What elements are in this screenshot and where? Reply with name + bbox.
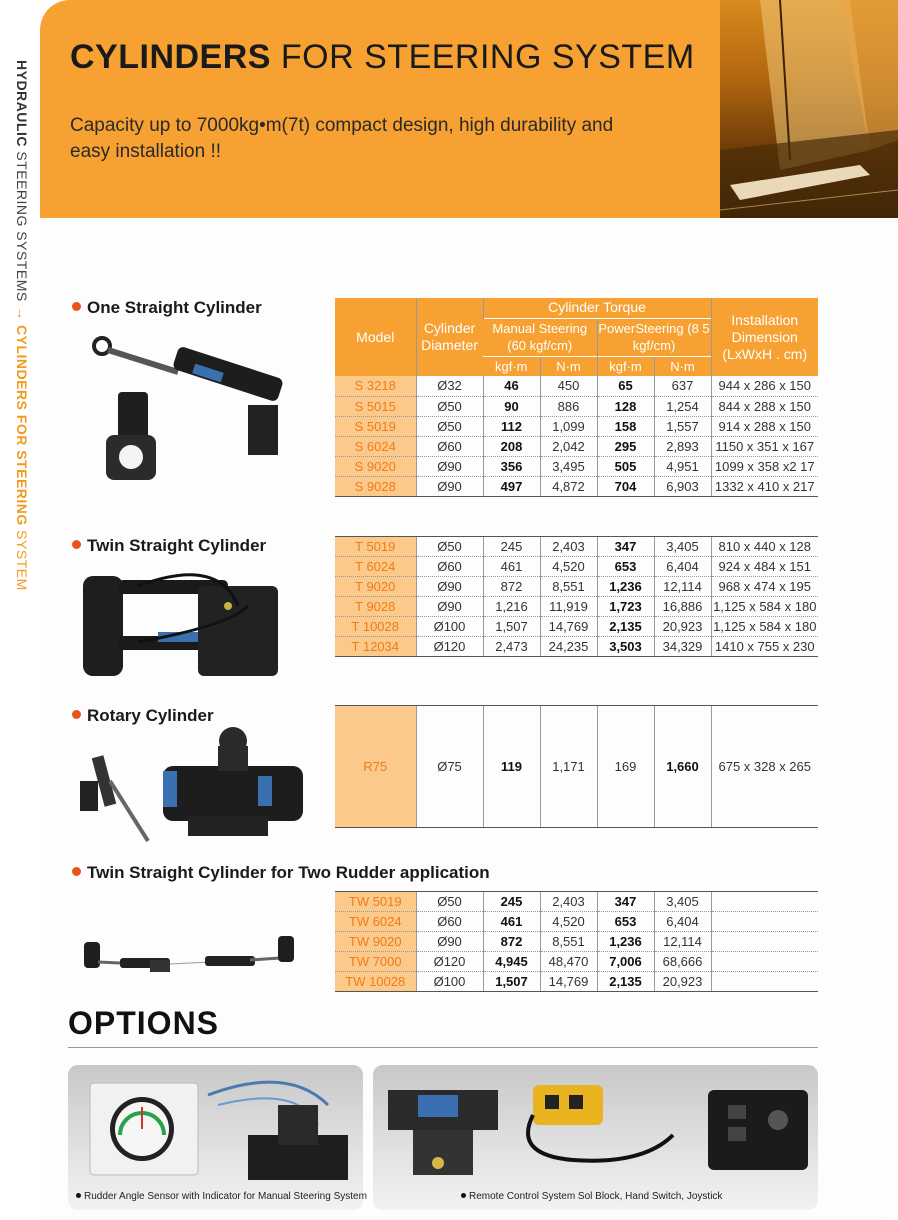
cell-power-kgf: 1,236 bbox=[597, 932, 654, 952]
cell-dimension: 924 x 484 x 151 bbox=[711, 557, 818, 577]
option-remote-control bbox=[373, 1065, 818, 1210]
cell-diameter: Ø60 bbox=[416, 912, 483, 932]
cell-model: T 12034 bbox=[335, 637, 416, 657]
cell-power-kgf: 169 bbox=[597, 706, 654, 828]
table-row bbox=[335, 537, 818, 557]
cell-manual-nm: 4,872 bbox=[540, 476, 597, 496]
cell-manual-kgf: 46 bbox=[483, 376, 540, 396]
cell-diameter: Ø50 bbox=[416, 892, 483, 912]
cell-diameter: Ø90 bbox=[416, 932, 483, 952]
twin-two-rudder-cylinder-image bbox=[80, 930, 300, 980]
bullet-icon bbox=[461, 1193, 466, 1198]
rudder-angle-sensor-image bbox=[68, 1065, 363, 1190]
option-rudder-angle-sensor bbox=[68, 1065, 367, 1210]
section-title-one-straight bbox=[72, 298, 262, 318]
cell-model: T 9028 bbox=[335, 597, 416, 617]
side-breadcrumb-part1-light: STEERING SYSTEMS bbox=[14, 146, 30, 307]
section-title-one-straight-text: One Straight Cylinder bbox=[87, 298, 262, 317]
cell-dimension bbox=[711, 912, 818, 932]
cell-diameter: Ø120 bbox=[416, 952, 483, 972]
cell-model: S 3218 bbox=[335, 376, 416, 396]
cell-manual-kgf: 461 bbox=[483, 557, 540, 577]
cell-power-kgf: 347 bbox=[597, 537, 654, 557]
cell-manual-nm: 14,769 bbox=[540, 617, 597, 637]
cell-model: TW 10028 bbox=[335, 972, 416, 992]
option-caption-left bbox=[76, 1191, 367, 1202]
cell-power-nm: 6,404 bbox=[654, 912, 711, 932]
page-title-bold: CYLINDERS bbox=[70, 38, 271, 76]
cell-power-nm: 6,903 bbox=[654, 476, 711, 496]
cell-dimension: 1332 x 410 x 217 bbox=[711, 476, 818, 496]
option-caption-right-text: Remote Control System Sol Block, Hand Switch, Joystick bbox=[469, 1191, 723, 1202]
cell-dimension: 1410 x 755 x 230 bbox=[711, 637, 818, 657]
cell-model: T 6024 bbox=[335, 557, 416, 577]
cell-manual-kgf: 245 bbox=[483, 537, 540, 557]
cell-model: S 6024 bbox=[335, 436, 416, 456]
cell-power-kgf: 2,135 bbox=[597, 972, 654, 992]
table-row bbox=[335, 416, 818, 436]
cell-power-nm: 20,923 bbox=[654, 972, 711, 992]
cell-manual-nm: 8,551 bbox=[540, 932, 597, 952]
header-kgf-manual: kgf·m bbox=[483, 356, 540, 376]
cell-power-kgf: 347 bbox=[597, 892, 654, 912]
cell-model: TW 7000 bbox=[335, 952, 416, 972]
cell-model: S 9028 bbox=[335, 476, 416, 496]
twin-straight-cylinder-image bbox=[78, 566, 283, 681]
cell-diameter: Ø50 bbox=[416, 396, 483, 416]
table-rotary bbox=[335, 705, 818, 828]
cell-power-nm: 1,254 bbox=[654, 396, 711, 416]
cell-dimension: 944 x 286 x 150 bbox=[711, 376, 818, 396]
cell-power-nm: 6,404 bbox=[654, 557, 711, 577]
side-breadcrumb-arrow-icon: → bbox=[14, 306, 30, 321]
header-diameter: Cylinder Diameter bbox=[416, 298, 483, 376]
sailboat-photo bbox=[720, 0, 898, 218]
cell-power-nm: 12,114 bbox=[654, 932, 711, 952]
page-title bbox=[70, 38, 695, 77]
cell-power-nm: 4,951 bbox=[654, 456, 711, 476]
cell-power-kgf: 2,135 bbox=[597, 617, 654, 637]
cell-manual-nm: 4,520 bbox=[540, 557, 597, 577]
cell-dimension: 1150 x 351 x 167 bbox=[711, 436, 818, 456]
cell-power-nm: 34,329 bbox=[654, 637, 711, 657]
bullet-icon bbox=[72, 302, 81, 311]
cell-model: TW 9020 bbox=[335, 932, 416, 952]
header-kgf-power: kgf·m bbox=[597, 356, 654, 376]
cell-dimension bbox=[711, 972, 818, 992]
cell-power-nm: 2,893 bbox=[654, 436, 711, 456]
cell-manual-kgf: 112 bbox=[483, 416, 540, 436]
cell-manual-nm: 8,551 bbox=[540, 577, 597, 597]
cell-model: R75 bbox=[335, 706, 416, 828]
table-row bbox=[335, 912, 818, 932]
cell-dimension: 1,125 x 584 x 180 bbox=[711, 617, 818, 637]
header-dimension: Installation Dimension (LxWxH . cm) bbox=[711, 298, 818, 376]
cell-manual-kgf: 245 bbox=[483, 892, 540, 912]
cell-dimension bbox=[711, 892, 818, 912]
header-manual: Manual Steering (60 kgf/cm) bbox=[483, 318, 597, 356]
cell-dimension: 675 x 328 x 265 bbox=[711, 706, 818, 828]
cell-manual-nm: 1,171 bbox=[540, 706, 597, 828]
section-title-twin-straight-text: Twin Straight Cylinder bbox=[87, 536, 267, 555]
cell-diameter: Ø90 bbox=[416, 476, 483, 496]
cell-power-kgf: 158 bbox=[597, 416, 654, 436]
cell-power-kgf: 1,236 bbox=[597, 577, 654, 597]
cell-power-kgf: 1,723 bbox=[597, 597, 654, 617]
remote-control-image bbox=[373, 1065, 818, 1190]
header-power: PowerSteering (8 5 kgf/cm) bbox=[597, 318, 711, 356]
header-nm-manual: N·m bbox=[540, 356, 597, 376]
cell-dimension: 844 x 288 x 150 bbox=[711, 396, 818, 416]
table-row bbox=[335, 456, 818, 476]
cell-manual-kgf: 356 bbox=[483, 456, 540, 476]
cell-dimension: 1099 x 358 x2 17 bbox=[711, 456, 818, 476]
table-row bbox=[335, 892, 818, 912]
cell-manual-nm: 886 bbox=[540, 396, 597, 416]
cell-power-nm: 3,405 bbox=[654, 537, 711, 557]
table-row bbox=[335, 396, 818, 416]
cell-diameter: Ø100 bbox=[416, 617, 483, 637]
option-caption-left-text: Rudder Angle Sensor with Indicator for Manual Steering System bbox=[84, 1191, 367, 1202]
bullet-icon bbox=[72, 710, 81, 719]
table-row bbox=[335, 597, 818, 617]
cell-power-nm: 1,660 bbox=[654, 706, 711, 828]
cell-manual-kgf: 90 bbox=[483, 396, 540, 416]
table-row bbox=[335, 577, 818, 597]
cell-model: TW 6024 bbox=[335, 912, 416, 932]
cell-diameter: Ø50 bbox=[416, 416, 483, 436]
section-title-twin-two-rudder bbox=[72, 863, 490, 883]
cell-power-kgf: 295 bbox=[597, 436, 654, 456]
side-breadcrumb-part2-bold: CYLINDERS FOR STEERING bbox=[14, 320, 30, 526]
cell-manual-nm: 450 bbox=[540, 376, 597, 396]
side-breadcrumb bbox=[8, 60, 32, 620]
option-caption-right bbox=[461, 1191, 722, 1202]
cell-manual-kgf: 497 bbox=[483, 476, 540, 496]
cell-power-nm: 16,886 bbox=[654, 597, 711, 617]
table-row bbox=[335, 617, 818, 637]
cell-manual-kgf: 1,507 bbox=[483, 972, 540, 992]
cell-power-kgf: 653 bbox=[597, 557, 654, 577]
cell-manual-nm: 4,520 bbox=[540, 912, 597, 932]
bullet-icon bbox=[76, 1193, 81, 1198]
table-row bbox=[335, 706, 818, 828]
table-row bbox=[335, 637, 818, 657]
cell-manual-kgf: 119 bbox=[483, 706, 540, 828]
cell-manual-kgf: 461 bbox=[483, 912, 540, 932]
cell-manual-nm: 48,470 bbox=[540, 952, 597, 972]
section-title-twin-two-rudder-text: Twin Straight Cylinder for Two Rudder application bbox=[87, 863, 490, 882]
cell-manual-kgf: 1,507 bbox=[483, 617, 540, 637]
table-row bbox=[335, 557, 818, 577]
section-title-twin-straight bbox=[72, 536, 266, 556]
cell-power-kgf: 65 bbox=[597, 376, 654, 396]
options-divider bbox=[68, 1047, 818, 1048]
cell-diameter: Ø120 bbox=[416, 637, 483, 657]
cell-manual-kgf: 1,216 bbox=[483, 597, 540, 617]
cell-manual-nm: 1,099 bbox=[540, 416, 597, 436]
cell-diameter: Ø60 bbox=[416, 557, 483, 577]
table-row bbox=[335, 972, 818, 992]
cell-manual-kgf: 872 bbox=[483, 932, 540, 952]
cell-dimension: 968 x 474 x 195 bbox=[711, 577, 818, 597]
cell-power-nm: 1,557 bbox=[654, 416, 711, 436]
side-strip bbox=[0, 0, 40, 1220]
table-one-straight bbox=[335, 298, 818, 497]
table-row bbox=[335, 436, 818, 456]
cell-model: S 9020 bbox=[335, 456, 416, 476]
cell-model: S 5019 bbox=[335, 416, 416, 436]
cell-manual-nm: 14,769 bbox=[540, 972, 597, 992]
cell-power-kgf: 7,006 bbox=[597, 952, 654, 972]
section-title-rotary bbox=[72, 706, 214, 726]
table-row bbox=[335, 952, 818, 972]
cell-diameter: Ø32 bbox=[416, 376, 483, 396]
cell-manual-nm: 11,919 bbox=[540, 597, 597, 617]
cell-manual-nm: 2,403 bbox=[540, 537, 597, 557]
options-title: OPTIONS bbox=[68, 1005, 220, 1041]
cell-power-kgf: 653 bbox=[597, 912, 654, 932]
cell-power-nm: 20,923 bbox=[654, 617, 711, 637]
cell-power-nm: 637 bbox=[654, 376, 711, 396]
side-breadcrumb-part1-bold: HYDRAULIC bbox=[14, 60, 30, 147]
cell-diameter: Ø90 bbox=[416, 577, 483, 597]
cell-manual-kgf: 872 bbox=[483, 577, 540, 597]
cell-diameter: Ø90 bbox=[416, 597, 483, 617]
cell-dimension: 914 x 288 x 150 bbox=[711, 416, 818, 436]
rotary-cylinder-image bbox=[68, 726, 308, 851]
cell-power-nm: 68,666 bbox=[654, 952, 711, 972]
cell-dimension bbox=[711, 932, 818, 952]
cell-diameter: Ø90 bbox=[416, 456, 483, 476]
cell-manual-kgf: 2,473 bbox=[483, 637, 540, 657]
cell-dimension: 810 x 440 x 128 bbox=[711, 537, 818, 557]
cell-power-kgf: 3,503 bbox=[597, 637, 654, 657]
page-title-rest: FOR STEERING SYSTEM bbox=[270, 38, 695, 76]
cell-model: T 10028 bbox=[335, 617, 416, 637]
header-nm-power: N·m bbox=[654, 356, 711, 376]
cell-power-kgf: 505 bbox=[597, 456, 654, 476]
header-model: Model bbox=[335, 298, 416, 376]
cell-diameter: Ø75 bbox=[416, 706, 483, 828]
cell-manual-kgf: 4,945 bbox=[483, 952, 540, 972]
cell-model: S 5015 bbox=[335, 396, 416, 416]
bullet-icon bbox=[72, 540, 81, 549]
table-row bbox=[335, 932, 818, 952]
cell-power-nm: 12,114 bbox=[654, 577, 711, 597]
page-subtitle: Capacity up to 7000kg•m(7t) compact design, high durability and easy installation !! bbox=[70, 115, 614, 162]
table-row bbox=[335, 476, 818, 496]
cell-manual-nm: 24,235 bbox=[540, 637, 597, 657]
cell-diameter: Ø100 bbox=[416, 972, 483, 992]
cell-power-kgf: 704 bbox=[597, 476, 654, 496]
cell-manual-nm: 2,403 bbox=[540, 892, 597, 912]
cell-diameter: Ø60 bbox=[416, 436, 483, 456]
header-banner bbox=[40, 0, 720, 218]
side-breadcrumb-part2-light: SYSTEM bbox=[14, 525, 30, 591]
bullet-icon bbox=[72, 867, 81, 876]
cell-diameter: Ø50 bbox=[416, 537, 483, 557]
table-twin-two-rudder bbox=[335, 891, 818, 992]
cell-manual-nm: 2,042 bbox=[540, 436, 597, 456]
cell-manual-nm: 3,495 bbox=[540, 456, 597, 476]
section-title-rotary-text: Rotary Cylinder bbox=[87, 706, 214, 725]
cell-manual-kgf: 208 bbox=[483, 436, 540, 456]
table-twin-straight bbox=[335, 536, 818, 657]
cell-dimension bbox=[711, 952, 818, 972]
header-torque: Cylinder Torque bbox=[483, 298, 711, 318]
table-row bbox=[335, 376, 818, 396]
cell-model: T 9020 bbox=[335, 577, 416, 597]
cell-model: TW 5019 bbox=[335, 892, 416, 912]
cell-power-nm: 3,405 bbox=[654, 892, 711, 912]
one-straight-cylinder-image bbox=[88, 330, 298, 490]
cell-dimension: 1,125 x 584 x 180 bbox=[711, 597, 818, 617]
cell-power-kgf: 128 bbox=[597, 396, 654, 416]
cell-model: T 5019 bbox=[335, 537, 416, 557]
